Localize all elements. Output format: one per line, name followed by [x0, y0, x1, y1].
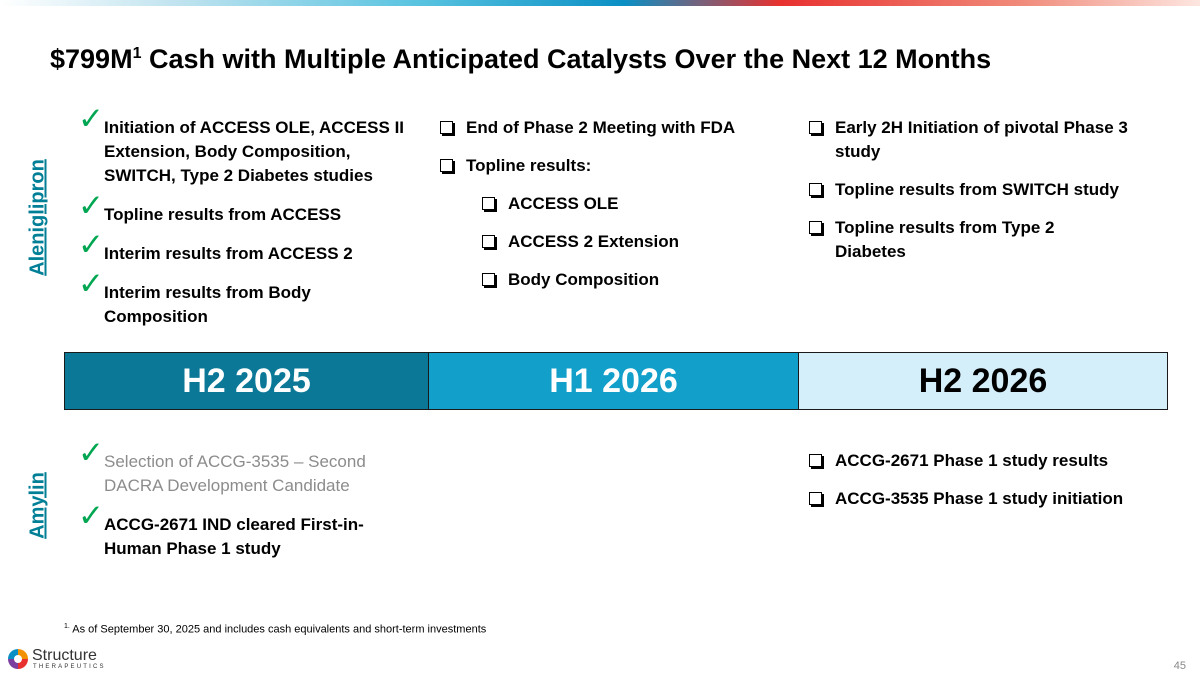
completed-item [78, 101, 408, 188]
catalyst-subitem [482, 268, 790, 292]
item-text: Early 2H Initiation of pivotal Phase 3 study [835, 118, 1128, 161]
section-label-amylin: Amylin [26, 472, 49, 539]
item-text: ACCG-2671 Phase 1 study results [835, 451, 1109, 470]
aleniglipron-h2-2026-list [809, 116, 1129, 278]
checkbox-icon [482, 197, 495, 210]
amylin-h2-2025-list [78, 435, 408, 576]
amylin-h2-2026-list [809, 449, 1169, 525]
checkbox-icon [482, 273, 495, 286]
checkbox-icon [809, 221, 822, 234]
item-text: Interim results from ACCESS 2 [104, 244, 353, 263]
check-icon: ✓ [78, 435, 104, 471]
catalyst-item [809, 216, 1129, 264]
aleniglipron-h2-2025-list [78, 101, 408, 344]
check-icon: ✓ [78, 101, 104, 137]
item-text: Initiation of ACCESS OLE, ACCESS II Extension, Body Composition, SWITCH, Type 2 Diabetes studies [104, 118, 405, 185]
check-icon: ✓ [78, 498, 104, 534]
item-text: Topline results from Type 2 Diabetes [835, 218, 1055, 261]
checkbox-icon [809, 492, 822, 505]
timeline-segment-h2-2026: H2 2026 [799, 353, 1167, 409]
checkbox-icon [482, 235, 495, 248]
item-text: Interim results from Body Composition [104, 283, 311, 326]
completed-item [78, 435, 408, 498]
item-text: Topline results from SWITCH study [835, 180, 1119, 199]
item-text: Body Composition [508, 270, 660, 289]
completed-item [78, 188, 408, 227]
catalyst-item [809, 487, 1169, 511]
footnote-marker: 1. [64, 623, 70, 630]
item-text: ACCG-2671 IND cleared First-in-Human Phase 1 study [104, 515, 364, 558]
catalyst-subitem [482, 230, 790, 254]
title-main: $799M [50, 44, 133, 74]
item-text: Topline results: [466, 156, 592, 175]
catalyst-item [809, 178, 1129, 202]
item-text: ACCESS 2 Extension [508, 232, 679, 251]
completed-item [78, 266, 408, 329]
catalyst-item [809, 449, 1169, 473]
checkbox-icon [809, 121, 822, 134]
checkbox-icon [809, 183, 822, 196]
timeline-bar [64, 352, 1168, 410]
check-icon: ✓ [78, 266, 104, 302]
completed-item [78, 498, 408, 561]
aleniglipron-h1-2026-list [440, 116, 790, 306]
item-text: ACCESS OLE [508, 194, 619, 213]
logo-subtitle: THERAPEUTICS [33, 664, 106, 670]
page-title [50, 44, 991, 75]
catalyst-item [440, 154, 790, 178]
section-label-aleniglipron: Aleniglipron [26, 159, 49, 276]
item-text: Selection of ACCG-3535 – Second DACRA Development Candidate [104, 452, 366, 495]
catalyst-subitem [482, 192, 790, 216]
top-gradient-bar [0, 0, 1200, 6]
check-icon: ✓ [78, 188, 104, 224]
checkbox-icon [440, 121, 453, 134]
company-logo [8, 645, 118, 673]
timeline-segment-h2-2025: H2 2025 [65, 353, 429, 409]
title-footnote-marker: 1 [132, 45, 142, 62]
page-number: 45 [1173, 660, 1186, 672]
catalyst-item [440, 116, 790, 140]
completed-item [78, 227, 408, 266]
catalyst-item [809, 116, 1129, 164]
checkbox-icon [809, 454, 822, 467]
item-text: Topline results from ACCESS [104, 205, 342, 224]
footnote-text: As of September 30, 2025 and includes cash equivalents and short-term investments [69, 623, 487, 636]
footnote [64, 623, 486, 636]
item-text: ACCG-3535 Phase 1 study initiation [835, 489, 1124, 508]
title-rest: Cash with Multiple Anticipated Catalysts Over the Next 12 Months [141, 44, 992, 74]
timeline-segment-h1-2026: H1 2026 [429, 353, 799, 409]
item-text: End of Phase 2 Meeting with FDA [466, 118, 736, 137]
logo-icon [8, 649, 28, 669]
check-icon: ✓ [78, 227, 104, 263]
checkbox-icon [440, 159, 453, 172]
logo-name: Structure [32, 647, 97, 664]
